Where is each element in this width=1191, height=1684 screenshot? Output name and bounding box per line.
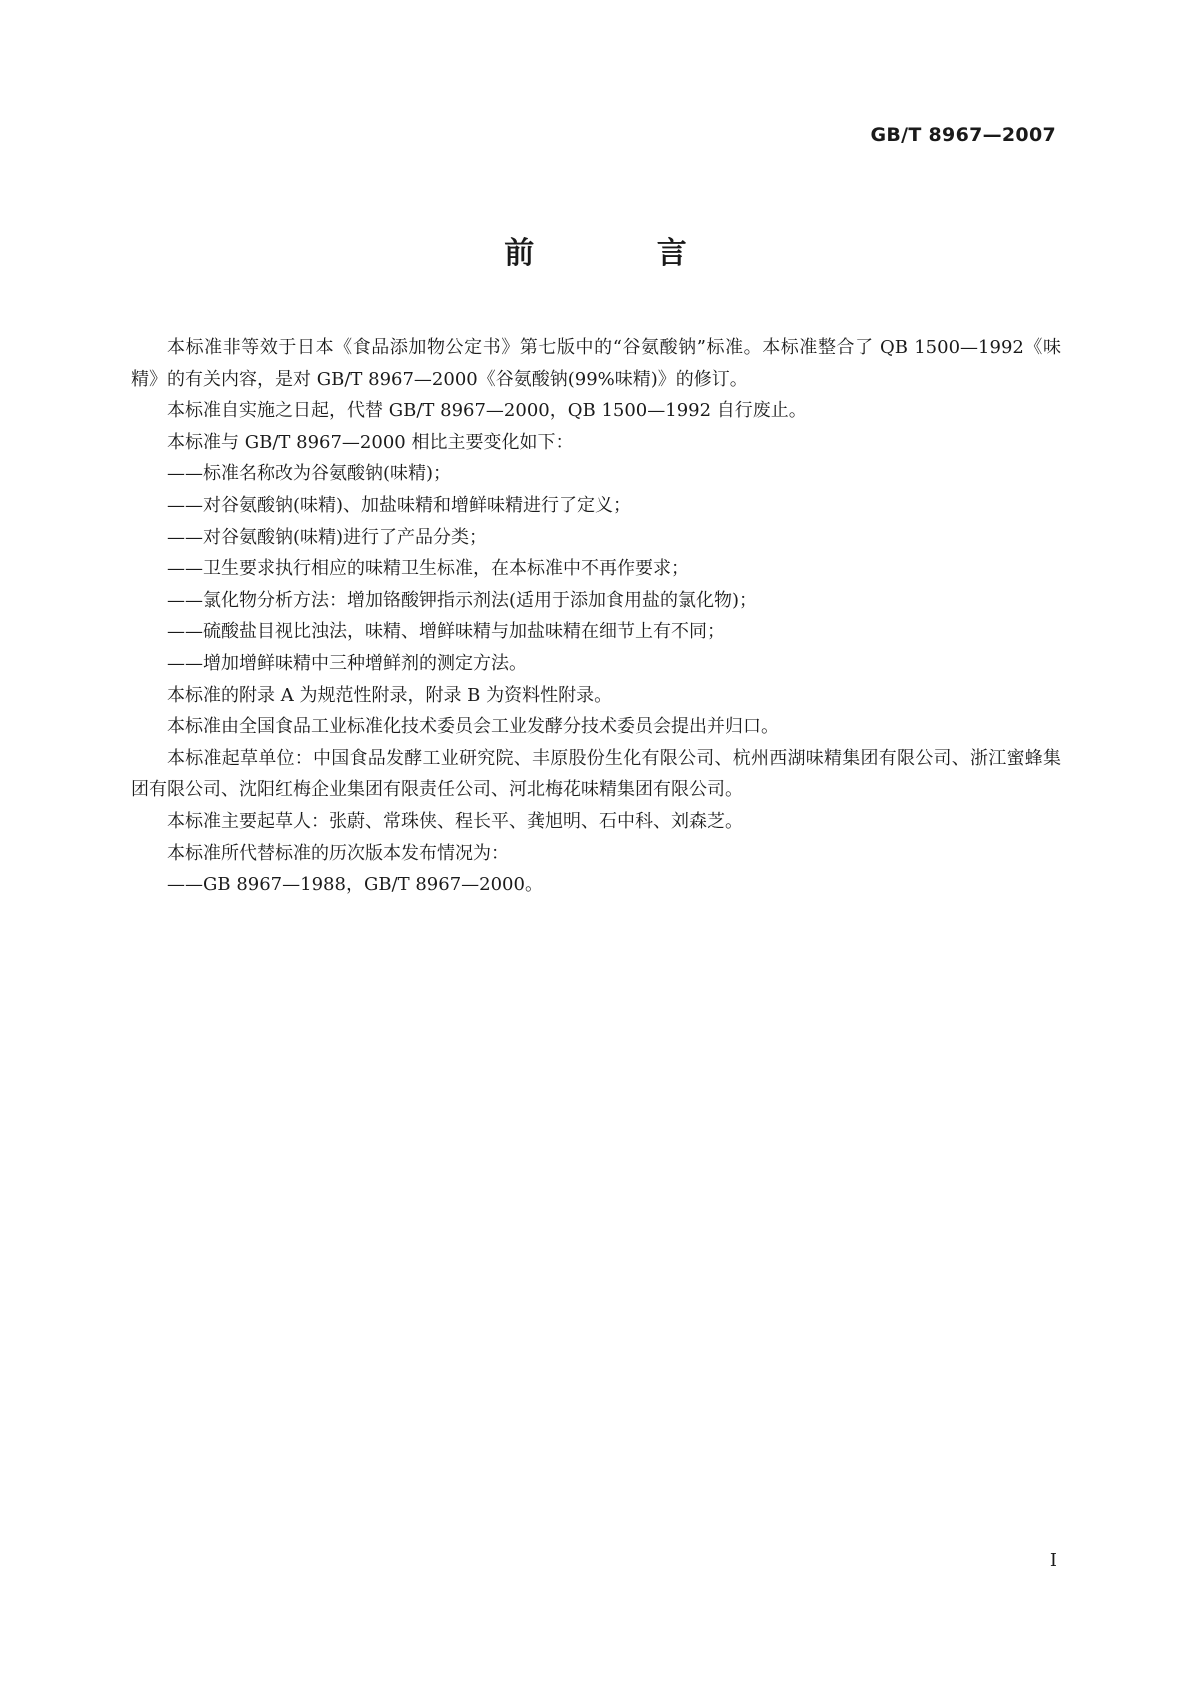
paragraph-proposer: 本标准由全国食品工业标准化技术委员会工业发酵分技术委员会提出并归口。	[167, 716, 779, 738]
paragraph-changes-intro: 本标准与 GB/T 8967—2000 相比主要变化如下：	[167, 431, 574, 453]
page-title: 前 言	[504, 236, 743, 271]
paragraph-history-intro: 本标准所代替标准的历次版本发布情况为：	[167, 842, 509, 864]
list-item: ——对谷氨酸钠(味精)进行了产品分类；	[167, 526, 488, 548]
page-number: I	[1049, 1550, 1057, 1571]
list-item: ——标准名称改为谷氨酸钠(味精)；	[167, 463, 452, 485]
paragraph-equivalence: 本标准非等效于日本《食品添加物公定书》第七版中的“谷氨酸钠”标准。本标准整合了 QB 1500—1992《味精》的有关内容，是对 GB/T 8967—2000《谷氨酸钠(99%味精)》的修订。	[131, 337, 1061, 390]
list-item: ——卫生要求执行相应的味精卫生标准，在本标准中不再作要求；	[167, 558, 689, 580]
list-item: ——对谷氨酸钠(味精)、加盐味精和增鲜味精进行了定义；	[167, 494, 632, 516]
paragraph-appendix: 本标准的附录 A 为规范性附录，附录 B 为资料性附录。	[167, 684, 613, 706]
paragraph-drafting-units: 本标准起草单位：中国食品发酵工业研究院、丰原股份生化有限公司、杭州西湖味精集团有限公司、浙江蜜蜂集团有限公司、沈阳红梅企业集团有限责任公司、河北梅花味精集团有限公司。	[131, 747, 1061, 801]
list-item: ——GB 8967—1988，GB/T 8967—2000。	[167, 874, 543, 896]
foreword-body	[131, 332, 1061, 901]
list-item: ——增加增鲜味精中三种增鲜剂的测定方法。	[167, 652, 527, 674]
list-item: ——氯化物分析方法：增加铬酸钾指示剂法(适用于添加食用盐的氯化物)；	[167, 589, 758, 611]
list-item: ——硫酸盐目视比浊法，味精、增鲜味精与加盐味精在细节上有不同；	[167, 621, 725, 643]
paragraph-replacement: 本标准自实施之日起，代替 GB/T 8967—2000，QB 1500—1992 自行废止。	[167, 400, 807, 422]
standard-number: GB/T 8967—2007	[870, 124, 1056, 146]
paragraph-drafters: 本标准主要起草人：张蔚、常珠侠、程长平、龚旭明、石中科、刘森芝。	[167, 810, 743, 832]
